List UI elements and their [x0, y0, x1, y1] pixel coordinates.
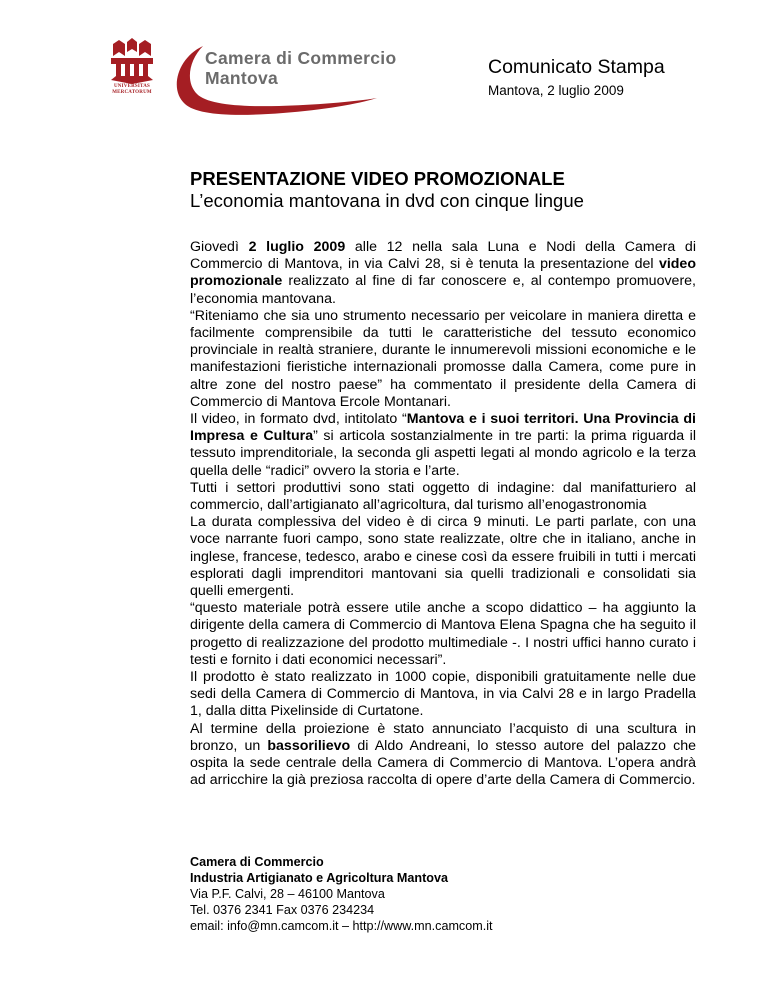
footer-org-name: Camera di Commercio	[190, 855, 324, 869]
footer-phone: Tel. 0376 2341 Fax 0376 234234	[190, 902, 375, 917]
footer-contacts	[190, 855, 493, 935]
footer-address: Via P.F. Calvi, 28 – 46100 Mantova	[190, 886, 385, 901]
press-release-title: Comunicato Stampa	[488, 56, 665, 78]
paragraph: La durata complessiva del video è di circa 9 minuti. Le parti parlate, con una voce narrante fuori campo, sono state realizzate, oltre che in italiano, anche in inglese, francese, tedesco, arabo e cinese così da essere fruibili in tutti i mercati esplorati dagli imprenditori mantovani sia quelli tradizionali e consolidati sia quelli emergenti.	[190, 514, 696, 600]
paragraph: “Riteniamo che sia uno strumento necessario per veicolare in maniera diretta e facilmente comprensibile da tutti le caratteristiche del tessuto economico provinciale in realtà straniere, durante le innumerevoli missioni economiche e le manifestazioni fieristiche internazionali promosse dalla Camera, come pure in altre zone del nostro paese” ha commentato il presidente della Camera di Commercio di Mantova Ercole Montanari.	[190, 307, 696, 410]
paragraph: Il video, in formato dvd, intitolato “Mantova e i suoi territori. Una Provincia di Impresa e Cultura” si articola sostanzialmente in tre parti: la prima riguarda il tessuto imprenditoriale, la seconda gli aspetti legati al mondo agricolo e la terza quella delle “radici” ovvero la storia e l’arte.	[190, 411, 696, 479]
subheadline: L’economia mantovana in dvd con cinque lingue	[190, 190, 584, 211]
brand-city: Mantova	[205, 68, 279, 88]
paragraph: Al termine della proiezione è stato annunciato l’acquisto di una scultura in bronzo, un bassorilievo di Aldo Andreani, lo stesso autore del palazzo che ospita la sede centrale della Camera di Commercio di Mantova. L’opera andrà ad arricchire la già preziosa raccolta di opere d’arte della Camera di Commercio.	[190, 720, 696, 789]
paragraph: Tutti i settori produttivi sono stati oggetto di indagine: dal manifatturiero al commercio, dall’artigianato all’agricoltura, dal turismo all’enogastronomia	[190, 479, 696, 514]
footer-email-web: email: info@mn.camcom.it – http://www.mn.camcom.it	[190, 918, 493, 933]
paragraph: Il prodotto è stato realizzato in 1000 copie, disponibili gratuitamente nelle due sedi della Camera di Commercio di Mantova, in via Calvi 28 e in largo Pradella 1, dalla ditta Pixelinside di Curtatone.	[190, 669, 696, 720]
brand-name: Camera di Commercio	[205, 48, 397, 68]
seal-text: UNIVERSITAS MERCATORUM	[112, 84, 152, 95]
article-body	[190, 239, 696, 790]
headline: PRESENTAZIONE VIDEO PROMOZIONALE	[190, 168, 565, 189]
logo	[107, 38, 397, 118]
footer-org-full-name: Industria Artigianato e Agricoltura Mantova	[190, 870, 448, 885]
paragraph: “questo materiale potrà essere utile anche a scopo didattico – ha aggiunto la dirigente della camera di Commercio di Mantova Elena Spagna che ha seguito il progetto di realizzazione del prodotto multimediale -. I nostri uffici hanno curato i testi e fornito i dati economici necessari”.	[190, 600, 696, 668]
press-release-date: Mantova, 2 luglio 2009	[488, 83, 624, 98]
camera-commercio-seal-icon	[107, 38, 157, 108]
paragraph: Giovedì 2 luglio 2009 alle 12 nella sala Luna e Nodi della Camera di Commercio di Mantova, in via Calvi 28, si è tenuta la presentazione del video promozionale realizzato al fine di far conoscere e, al contempo promuovere, l’economia mantovana.	[190, 239, 696, 307]
